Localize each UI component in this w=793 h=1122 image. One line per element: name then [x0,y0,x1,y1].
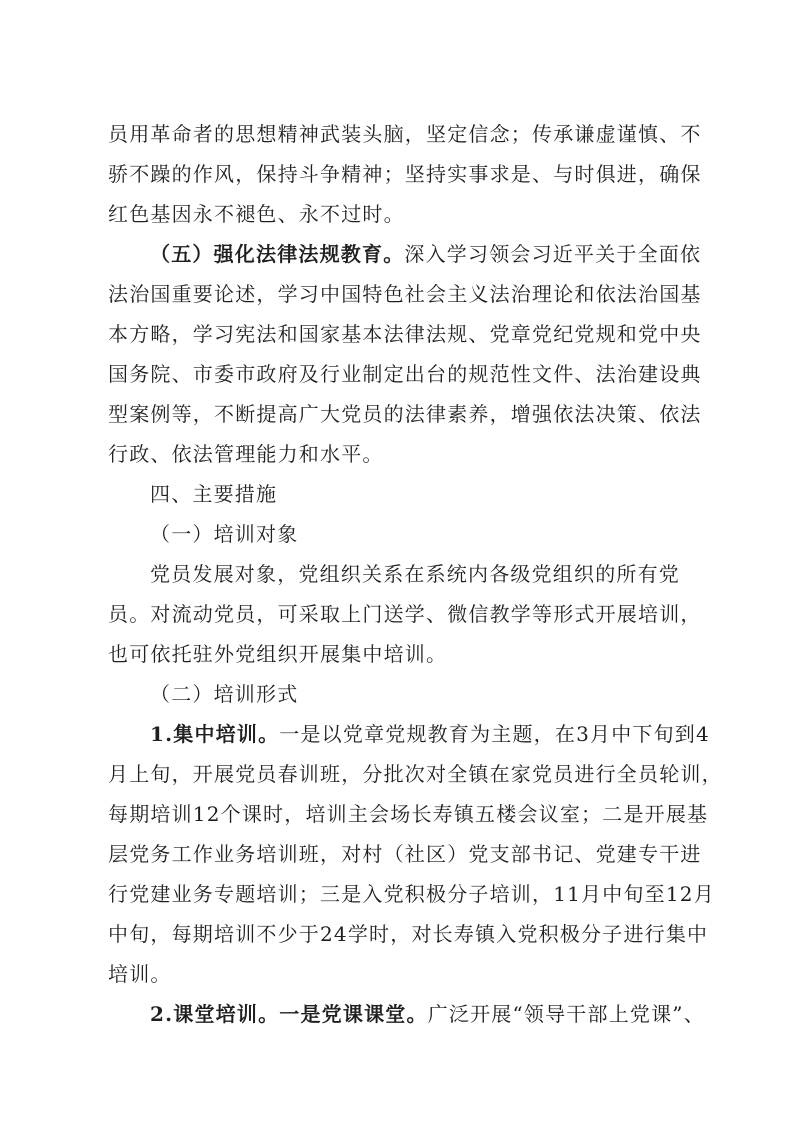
sub-1-heading: （一）培训对象 [150,522,299,546]
item-2-first-line-text: 广泛开展“领导干部上党课”、 [427,1002,705,1026]
section-5-line-2: 法治国重要论述，学习中国特色社会主义法治理论和依法治国基 [108,282,702,306]
item-1-first-line-text: 一是以党章党规教育为主题，在3月中下旬到4 [279,722,710,746]
paragraph-1-line-2: 骄不躁的作风，保持斗争精神；坚持实事求是、与时俱进，确保 [108,162,702,186]
item-1-title: 1.集中培训。 [150,722,280,746]
sub-1-first-line: 党员发展对象，党组织关系在系统内各级党组织的所有党 [150,562,680,586]
section-5-line-4: 国务院、市委市政府及行业制定出台的规范性文件、法治建设典 [108,362,702,386]
section-4-heading: 四、主要措施 [150,482,278,506]
item-1-line-2: 月上旬，开展党员春训班，分批次对全镇在家党员进行全员轮训， [108,762,723,786]
paragraph-1-line-1: 员用革命者的思想精神武装头脑，坚定信念；传承谦虚谨慎、不 [108,122,702,146]
section-5-line-6: 行政、依法管理能力和水平。 [108,442,384,466]
item-1-line-6: 中旬，每期培训不少于24学时，对长寿镇入党积极分子进行集中 [108,922,709,946]
section-5-heading: （五）强化法律法规教育。 [150,242,405,266]
item-1-line-4: 层党务工作业务培训班，对村（社区）党支部书记、党建专干进 [108,842,702,866]
item-1-first-line [108,714,723,754]
paragraph-1-line-3: 红色基因永不褪色、永不过时。 [108,202,405,226]
sub-2-heading: （二）培训形式 [150,682,299,706]
item-2-title: 2.课堂培训。 [150,1002,280,1026]
section-5-line-3: 本方略，学习宪法和国家基本法律法规、党章党纪党规和党中央 [108,322,702,346]
item-2-subtitle: 一是党课课堂。 [279,1002,428,1026]
item-2-first-line [108,994,723,1034]
item-1-line-3: 每期培训12个课时，培训主会场长寿镇五楼会议室；二是开展基 [108,802,709,826]
sub-1-line-3: 也可依托驻外党组织开展集中培训。 [108,642,448,666]
sub-1-line-2: 员。对流动党员，可采取上门送学、微信教学等形式开展培训， [108,602,702,626]
section-5-line-5: 型案例等，不断提高广大党员的法律素养，增强依法决策、依法 [108,402,702,426]
item-1-line-7: 培训。 [108,962,172,986]
section-5-first-line-text: 深入学习领会习近平关于全面依 [404,242,702,266]
section-5-first-line [108,234,723,274]
item-1-line-5: 行党建业务专题培训；三是入党积极分子培训，11月中旬至12月 [108,882,715,906]
